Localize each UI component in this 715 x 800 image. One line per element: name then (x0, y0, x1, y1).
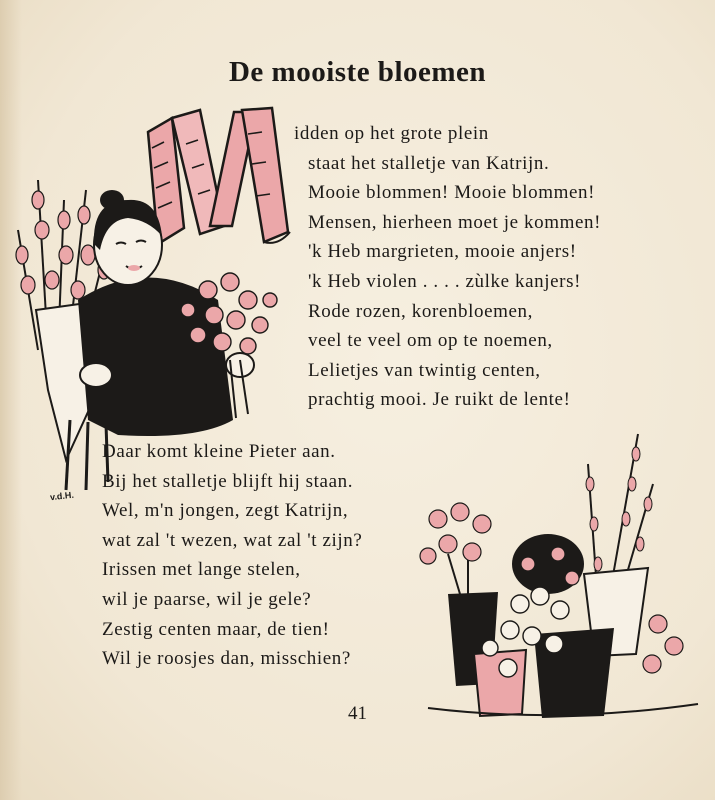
poem-line: prachtig mooi. Je ruikt de lente! (308, 389, 571, 411)
poem-line: Wel, m'n jongen, zegt Katrijn, (102, 500, 349, 522)
poem-line: Daar komt kleine Pieter aan. (102, 441, 336, 462)
poem-line: Lelietjes van twintig centen, (308, 359, 541, 381)
page-number: 41 (348, 703, 367, 724)
poem-line: wat zal 't wezen, wat zal 't zijn? (102, 529, 363, 551)
poem-line: veel te veel om op te noemen, (308, 330, 553, 352)
poem-line: Irissen met lange stelen, (102, 559, 301, 581)
poem-line: Wil je roosjes dan, misschien? (102, 648, 351, 670)
poem-line: 'k Heb margrieten, mooie anjers! (308, 241, 577, 263)
poem-stanza-1 (294, 119, 601, 415)
poem-line: idden op het grote plein (294, 123, 489, 144)
poem-line: Mensen, hierheen moet je kommen! (308, 211, 602, 233)
illustrator-signature: v.d.H. (49, 489, 75, 503)
poem-stanza-2 (102, 437, 362, 674)
poem-line: staat het stalletje van Katrijn. (308, 152, 550, 174)
poem-line: Rode rozen, korenbloemen, (308, 300, 533, 322)
flower-pots-illustration (408, 424, 708, 724)
poem-line: Bij het stalletje blijft hij staan. (102, 470, 354, 492)
poem-line: 'k Heb violen . . . . zùlke kanjers! (308, 270, 582, 292)
poem-line: Zestig centen maar, de tien! (102, 618, 330, 640)
poem-line: wil je paarse, wil je gele? (102, 588, 312, 610)
poem-line: Mooie blommen! Mooie blommen! (308, 182, 596, 204)
page-title: De mooiste bloemen (228, 56, 487, 88)
